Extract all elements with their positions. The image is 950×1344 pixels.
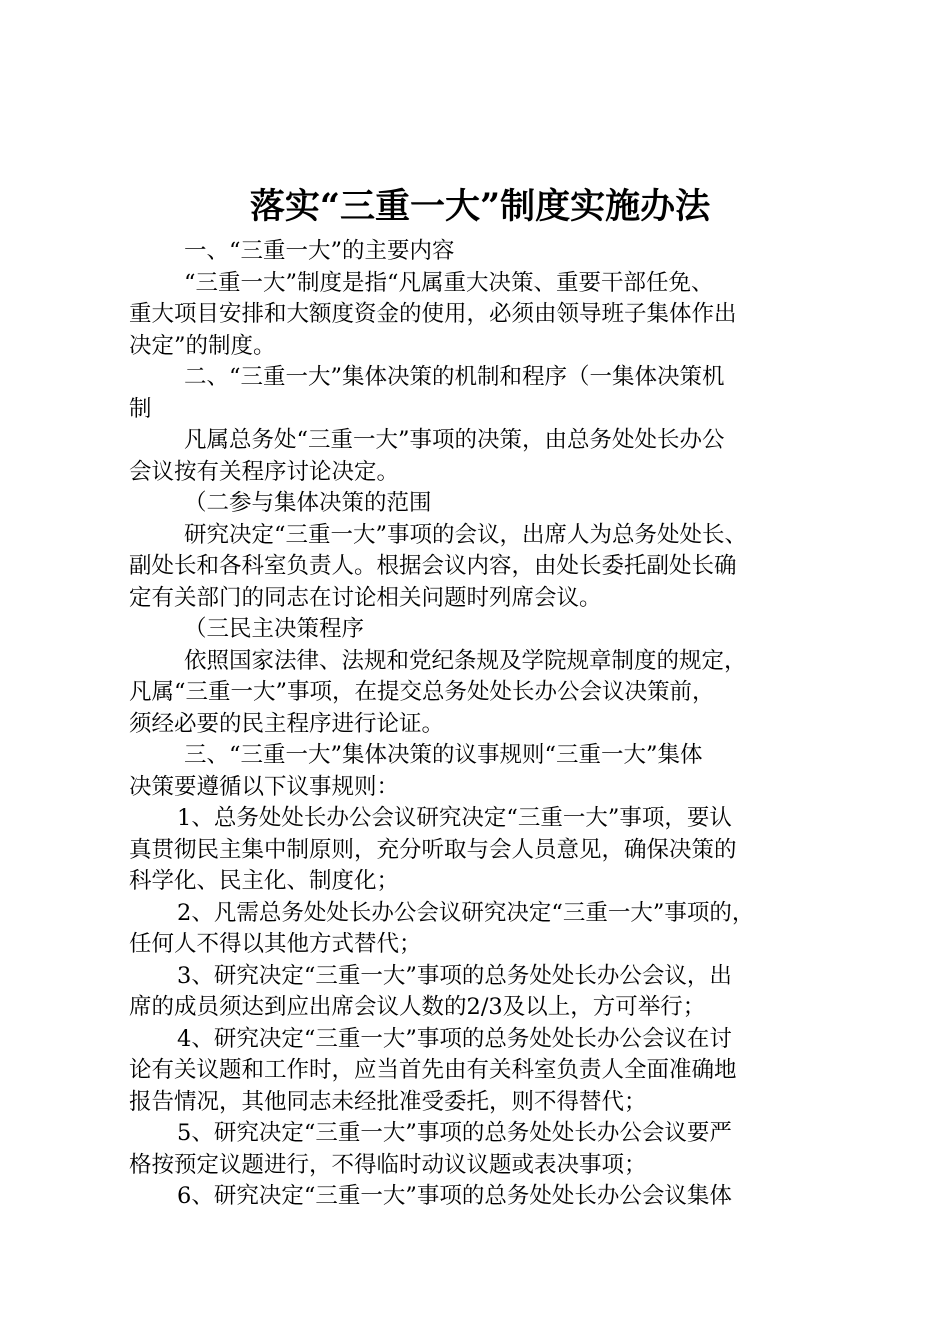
text-line: 论有关议题和工作时，应当首先由有关科室负责人全面准确地 [129,1057,737,1083]
text-line: 重大项目安排和大额度资金的使用，必须由领导班子集体作出 [129,301,737,327]
text-line: 任何人不得以其他方式替代； [129,931,422,957]
text-line: 凡属总务处“三重一大”事项的决策，由总务处处长办公 [184,427,725,453]
paragraph [129,425,832,488]
text-line: 1、总务处处长办公会议研究决定“三重一大”事项，要认 [177,805,732,831]
text-line: 研究决定“三重一大”事项的会议，出席人为总务处处长、 [184,521,748,548]
text-line: “三重一大”制度是指“凡属重大决策、重要干部任免、 [184,269,714,296]
paragraph [129,520,832,615]
text-line: 制 [129,395,152,422]
text-line: 会议按有关程序讨论决定。 [129,458,400,485]
text-line: 4、研究决定“三重一大”事项的总务处处长办公会议在讨 [177,1025,732,1052]
list-item [129,1118,832,1181]
text-line: 一、“三重一大”的主要内容 [184,238,455,264]
text-line: 真贯彻民主集中制原则，充分听取与会人员意见，确保决策的 [129,836,737,863]
text-line: 6、研究决定“三重一大”事项的总务处处长办公会议集体 [177,1183,732,1209]
text-line: 2、凡需总务处处长办公会议研究决定“三重一大”事项的， [177,899,755,926]
document-body [129,236,832,1213]
text-line: 定有关部门的同志在讨论相关问题时列席会议。 [129,584,602,611]
text-line: 5、研究决定“三重一大”事项的总务处处长办公会议要严 [177,1120,732,1146]
section-heading [129,488,832,520]
text-line: 三、“三重一大”集体决策的议事规则“三重一大”集体 [184,742,703,768]
paragraph [129,646,832,741]
text-line: 格按预定议题进行，不得临时动议议题或表决事项； [129,1151,647,1178]
text-line: 依照国家法律、法规和党纪条规及学院规章制度的规定， [184,647,747,674]
text-line: 凡属“三重一大”事项，在提交总务处处长办公会议决策前， [129,679,715,705]
section-heading [129,614,832,646]
list-item [129,961,832,1024]
text-line: （二参与集体决策的范围 [184,490,432,516]
text-line: 科学化、民主化、制度化； [129,868,400,894]
section-heading [129,236,832,268]
text-line: 席的成员须达到应出席会议人数的2/3及以上，方可举行； [129,994,706,1020]
list-item [129,898,832,961]
text-line: 二、“三重一大”集体决策的机制和程序（一集体决策机 [184,364,725,390]
text-line: 报告情况，其他同志未经批准受委托，则不得替代； [129,1088,647,1115]
list-item [129,1181,832,1213]
paragraph [129,268,832,363]
text-line: 须经必要的民主程序进行论证。 [129,710,445,737]
list-item [129,1024,832,1119]
list-item [129,803,832,898]
section-heading [129,362,832,425]
text-line: 决定”的制度。 [129,332,276,359]
text-line: 副处长和各科室负责人。根据会议内容，由处长委托副处长确 [129,553,737,579]
text-line: 3、研究决定“三重一大”事项的总务处处长办公会议，出 [177,962,732,989]
text-line: （三民主决策程序 [184,616,365,642]
text-line: 决策要遵循以下议事规则： [129,773,400,800]
section-heading [129,740,832,803]
document-title: 落实“三重一大”制度实施办法 [249,186,711,227]
